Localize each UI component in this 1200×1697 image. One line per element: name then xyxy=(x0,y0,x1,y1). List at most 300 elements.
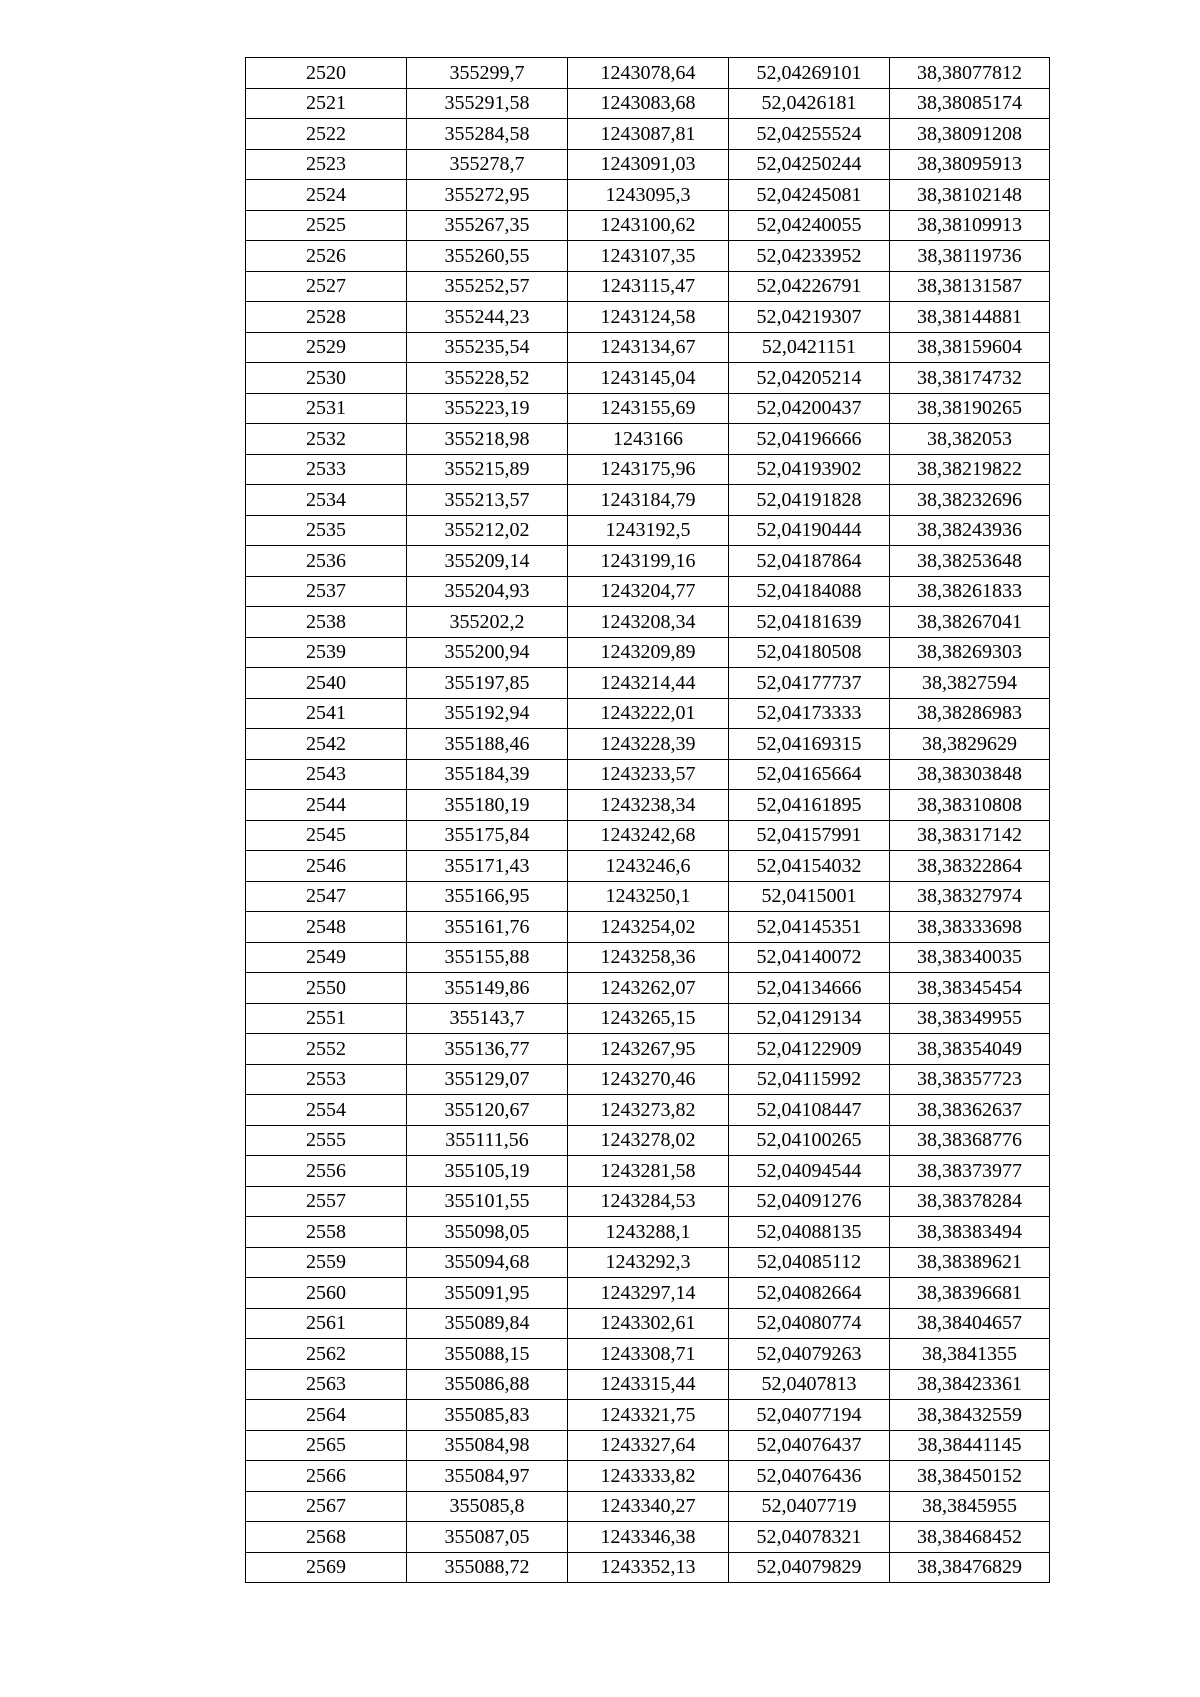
x-coordinate-cell: 355088,72 xyxy=(407,1552,568,1583)
point-number-cell: 2561 xyxy=(246,1308,407,1339)
latitude-cell: 52,04200437 xyxy=(729,393,890,424)
table-row xyxy=(246,851,1050,882)
longitude-cell: 38,38322864 xyxy=(890,851,1050,882)
x-coordinate-cell: 355098,05 xyxy=(407,1217,568,1248)
y-coordinate-cell: 1243184,79 xyxy=(568,485,729,516)
point-number-cell: 2558 xyxy=(246,1217,407,1248)
table-row xyxy=(246,1430,1050,1461)
x-coordinate-cell: 355213,57 xyxy=(407,485,568,516)
longitude-cell: 38,38303848 xyxy=(890,759,1050,790)
table-row xyxy=(246,515,1050,546)
point-number-cell: 2549 xyxy=(246,942,407,973)
table-row xyxy=(246,1278,1050,1309)
y-coordinate-cell: 1243308,71 xyxy=(568,1339,729,1370)
longitude-cell: 38,38378284 xyxy=(890,1186,1050,1217)
longitude-cell: 38,38345454 xyxy=(890,973,1050,1004)
y-coordinate-cell: 1243281,58 xyxy=(568,1156,729,1187)
longitude-cell: 38,38404657 xyxy=(890,1308,1050,1339)
x-coordinate-cell: 355136,77 xyxy=(407,1034,568,1065)
y-coordinate-cell: 1243246,6 xyxy=(568,851,729,882)
point-number-cell: 2568 xyxy=(246,1522,407,1553)
y-coordinate-cell: 1243292,3 xyxy=(568,1247,729,1278)
point-number-cell: 2550 xyxy=(246,973,407,1004)
point-number-cell: 2567 xyxy=(246,1491,407,1522)
y-coordinate-cell: 1243233,57 xyxy=(568,759,729,790)
y-coordinate-cell: 1243346,38 xyxy=(568,1522,729,1553)
point-number-cell: 2546 xyxy=(246,851,407,882)
latitude-cell: 52,04233952 xyxy=(729,241,890,272)
y-coordinate-cell: 1243238,34 xyxy=(568,790,729,821)
x-coordinate-cell: 355149,86 xyxy=(407,973,568,1004)
point-number-cell: 2552 xyxy=(246,1034,407,1065)
point-number-cell: 2539 xyxy=(246,637,407,668)
point-number-cell: 2555 xyxy=(246,1125,407,1156)
longitude-cell: 38,38174732 xyxy=(890,363,1050,394)
longitude-cell: 38,38441145 xyxy=(890,1430,1050,1461)
longitude-cell: 38,38144881 xyxy=(890,302,1050,333)
longitude-cell: 38,38091208 xyxy=(890,119,1050,150)
latitude-cell: 52,04079829 xyxy=(729,1552,890,1583)
table-row xyxy=(246,1186,1050,1217)
y-coordinate-cell: 1243222,01 xyxy=(568,698,729,729)
latitude-cell: 52,04191828 xyxy=(729,485,890,516)
table-row xyxy=(246,58,1050,89)
y-coordinate-cell: 1243095,3 xyxy=(568,180,729,211)
y-coordinate-cell: 1243145,04 xyxy=(568,363,729,394)
latitude-cell: 52,04115992 xyxy=(729,1064,890,1095)
x-coordinate-cell: 355171,43 xyxy=(407,851,568,882)
x-coordinate-cell: 355091,95 xyxy=(407,1278,568,1309)
longitude-cell: 38,38085174 xyxy=(890,88,1050,119)
y-coordinate-cell: 1243333,82 xyxy=(568,1461,729,1492)
latitude-cell: 52,04180508 xyxy=(729,637,890,668)
x-coordinate-cell: 355084,98 xyxy=(407,1430,568,1461)
x-coordinate-cell: 355197,85 xyxy=(407,668,568,699)
longitude-cell: 38,38476829 xyxy=(890,1552,1050,1583)
y-coordinate-cell: 1243087,81 xyxy=(568,119,729,150)
x-coordinate-cell: 355202,2 xyxy=(407,607,568,638)
point-number-cell: 2520 xyxy=(246,58,407,89)
point-number-cell: 2538 xyxy=(246,607,407,638)
y-coordinate-cell: 1243321,75 xyxy=(568,1400,729,1431)
table-row xyxy=(246,302,1050,333)
point-number-cell: 2564 xyxy=(246,1400,407,1431)
point-number-cell: 2534 xyxy=(246,485,407,516)
longitude-cell: 38,38267041 xyxy=(890,607,1050,638)
table-row xyxy=(246,607,1050,638)
point-number-cell: 2530 xyxy=(246,363,407,394)
table-row xyxy=(246,881,1050,912)
longitude-cell: 38,38333698 xyxy=(890,912,1050,943)
table-row xyxy=(246,637,1050,668)
y-coordinate-cell: 1243297,14 xyxy=(568,1278,729,1309)
point-number-cell: 2565 xyxy=(246,1430,407,1461)
longitude-cell: 38,38317142 xyxy=(890,820,1050,851)
y-coordinate-cell: 1243134,67 xyxy=(568,332,729,363)
y-coordinate-cell: 1243078,64 xyxy=(568,58,729,89)
point-number-cell: 2532 xyxy=(246,424,407,455)
latitude-cell: 52,04190444 xyxy=(729,515,890,546)
x-coordinate-cell: 355218,98 xyxy=(407,424,568,455)
point-number-cell: 2559 xyxy=(246,1247,407,1278)
point-number-cell: 2543 xyxy=(246,759,407,790)
table-row xyxy=(246,88,1050,119)
longitude-cell: 38,38253648 xyxy=(890,546,1050,577)
point-number-cell: 2547 xyxy=(246,881,407,912)
latitude-cell: 52,04161895 xyxy=(729,790,890,821)
y-coordinate-cell: 1243214,44 xyxy=(568,668,729,699)
y-coordinate-cell: 1243228,39 xyxy=(568,729,729,760)
longitude-cell: 38,38373977 xyxy=(890,1156,1050,1187)
x-coordinate-cell: 355105,19 xyxy=(407,1156,568,1187)
x-coordinate-cell: 355209,14 xyxy=(407,546,568,577)
x-coordinate-cell: 355175,84 xyxy=(407,820,568,851)
table-row xyxy=(246,1247,1050,1278)
x-coordinate-cell: 355291,58 xyxy=(407,88,568,119)
x-coordinate-cell: 355166,95 xyxy=(407,881,568,912)
y-coordinate-cell: 1243124,58 xyxy=(568,302,729,333)
x-coordinate-cell: 355299,7 xyxy=(407,58,568,89)
x-coordinate-cell: 355111,56 xyxy=(407,1125,568,1156)
point-number-cell: 2542 xyxy=(246,729,407,760)
point-number-cell: 2554 xyxy=(246,1095,407,1126)
point-number-cell: 2557 xyxy=(246,1186,407,1217)
y-coordinate-cell: 1243091,03 xyxy=(568,149,729,180)
table-row xyxy=(246,576,1050,607)
x-coordinate-cell: 355094,68 xyxy=(407,1247,568,1278)
longitude-cell: 38,3841355 xyxy=(890,1339,1050,1370)
table-row xyxy=(246,149,1050,180)
point-number-cell: 2526 xyxy=(246,241,407,272)
latitude-cell: 52,04250244 xyxy=(729,149,890,180)
table-row xyxy=(246,1552,1050,1583)
latitude-cell: 52,04196666 xyxy=(729,424,890,455)
point-number-cell: 2548 xyxy=(246,912,407,943)
longitude-cell: 38,38327974 xyxy=(890,881,1050,912)
table-row xyxy=(246,1156,1050,1187)
latitude-cell: 52,04076436 xyxy=(729,1461,890,1492)
point-number-cell: 2541 xyxy=(246,698,407,729)
latitude-cell: 52,04080774 xyxy=(729,1308,890,1339)
longitude-cell: 38,38357723 xyxy=(890,1064,1050,1095)
y-coordinate-cell: 1243155,69 xyxy=(568,393,729,424)
table-row xyxy=(246,363,1050,394)
latitude-cell: 52,04173333 xyxy=(729,698,890,729)
longitude-cell: 38,38269303 xyxy=(890,637,1050,668)
table-row xyxy=(246,454,1050,485)
y-coordinate-cell: 1243288,1 xyxy=(568,1217,729,1248)
y-coordinate-cell: 1243250,1 xyxy=(568,881,729,912)
latitude-cell: 52,04219307 xyxy=(729,302,890,333)
coordinates-table xyxy=(245,57,1050,1583)
longitude-cell: 38,3827594 xyxy=(890,668,1050,699)
longitude-cell: 38,38243936 xyxy=(890,515,1050,546)
longitude-cell: 38,38432559 xyxy=(890,1400,1050,1431)
point-number-cell: 2560 xyxy=(246,1278,407,1309)
y-coordinate-cell: 1243284,53 xyxy=(568,1186,729,1217)
latitude-cell: 52,04140072 xyxy=(729,942,890,973)
x-coordinate-cell: 355086,88 xyxy=(407,1369,568,1400)
latitude-cell: 52,04245081 xyxy=(729,180,890,211)
x-coordinate-cell: 355084,97 xyxy=(407,1461,568,1492)
longitude-cell: 38,38286983 xyxy=(890,698,1050,729)
table-row xyxy=(246,271,1050,302)
x-coordinate-cell: 355085,8 xyxy=(407,1491,568,1522)
table-row xyxy=(246,1125,1050,1156)
y-coordinate-cell: 1243265,15 xyxy=(568,1003,729,1034)
table-row xyxy=(246,393,1050,424)
table-row xyxy=(246,1491,1050,1522)
point-number-cell: 2529 xyxy=(246,332,407,363)
latitude-cell: 52,04157991 xyxy=(729,820,890,851)
point-number-cell: 2556 xyxy=(246,1156,407,1187)
table-row xyxy=(246,820,1050,851)
y-coordinate-cell: 1243327,64 xyxy=(568,1430,729,1461)
longitude-cell: 38,38450152 xyxy=(890,1461,1050,1492)
latitude-cell: 52,04100265 xyxy=(729,1125,890,1156)
table-row xyxy=(246,1400,1050,1431)
point-number-cell: 2531 xyxy=(246,393,407,424)
longitude-cell: 38,38362637 xyxy=(890,1095,1050,1126)
table-row xyxy=(246,1095,1050,1126)
x-coordinate-cell: 355252,57 xyxy=(407,271,568,302)
x-coordinate-cell: 355188,46 xyxy=(407,729,568,760)
latitude-cell: 52,0415001 xyxy=(729,881,890,912)
latitude-cell: 52,04082664 xyxy=(729,1278,890,1309)
y-coordinate-cell: 1243340,27 xyxy=(568,1491,729,1522)
longitude-cell: 38,38349955 xyxy=(890,1003,1050,1034)
latitude-cell: 52,04079263 xyxy=(729,1339,890,1370)
point-number-cell: 2535 xyxy=(246,515,407,546)
point-number-cell: 2569 xyxy=(246,1552,407,1583)
latitude-cell: 52,04165664 xyxy=(729,759,890,790)
point-number-cell: 2566 xyxy=(246,1461,407,1492)
longitude-cell: 38,382053 xyxy=(890,424,1050,455)
x-coordinate-cell: 355155,88 xyxy=(407,942,568,973)
table-row xyxy=(246,1217,1050,1248)
longitude-cell: 38,38468452 xyxy=(890,1522,1050,1553)
longitude-cell: 38,38383494 xyxy=(890,1217,1050,1248)
latitude-cell: 52,04177737 xyxy=(729,668,890,699)
x-coordinate-cell: 355244,23 xyxy=(407,302,568,333)
longitude-cell: 38,38389621 xyxy=(890,1247,1050,1278)
latitude-cell: 52,04169315 xyxy=(729,729,890,760)
x-coordinate-cell: 355267,35 xyxy=(407,210,568,241)
x-coordinate-cell: 355192,94 xyxy=(407,698,568,729)
x-coordinate-cell: 355180,19 xyxy=(407,790,568,821)
x-coordinate-cell: 355212,02 xyxy=(407,515,568,546)
latitude-cell: 52,04078321 xyxy=(729,1522,890,1553)
x-coordinate-cell: 355215,89 xyxy=(407,454,568,485)
x-coordinate-cell: 355088,15 xyxy=(407,1339,568,1370)
y-coordinate-cell: 1243100,62 xyxy=(568,210,729,241)
latitude-cell: 52,0426181 xyxy=(729,88,890,119)
point-number-cell: 2536 xyxy=(246,546,407,577)
latitude-cell: 52,04255524 xyxy=(729,119,890,150)
table-row xyxy=(246,1034,1050,1065)
point-number-cell: 2563 xyxy=(246,1369,407,1400)
latitude-cell: 52,04187864 xyxy=(729,546,890,577)
table-row xyxy=(246,1461,1050,1492)
y-coordinate-cell: 1243302,61 xyxy=(568,1308,729,1339)
x-coordinate-cell: 355223,19 xyxy=(407,393,568,424)
table-row xyxy=(246,942,1050,973)
longitude-cell: 38,38131587 xyxy=(890,271,1050,302)
latitude-cell: 52,04134666 xyxy=(729,973,890,1004)
y-coordinate-cell: 1243192,5 xyxy=(568,515,729,546)
latitude-cell: 52,04077194 xyxy=(729,1400,890,1431)
longitude-cell: 38,38119736 xyxy=(890,241,1050,272)
table-row xyxy=(246,912,1050,943)
y-coordinate-cell: 1243208,34 xyxy=(568,607,729,638)
longitude-cell: 38,3829629 xyxy=(890,729,1050,760)
x-coordinate-cell: 355260,55 xyxy=(407,241,568,272)
x-coordinate-cell: 355235,54 xyxy=(407,332,568,363)
latitude-cell: 52,0407719 xyxy=(729,1491,890,1522)
y-coordinate-cell: 1243083,68 xyxy=(568,88,729,119)
table-row xyxy=(246,119,1050,150)
longitude-cell: 38,38109913 xyxy=(890,210,1050,241)
table-body xyxy=(246,58,1050,1583)
table-row xyxy=(246,1522,1050,1553)
longitude-cell: 38,38190265 xyxy=(890,393,1050,424)
table-row xyxy=(246,332,1050,363)
point-number-cell: 2551 xyxy=(246,1003,407,1034)
table-row xyxy=(246,698,1050,729)
point-number-cell: 2533 xyxy=(246,454,407,485)
latitude-cell: 52,04145351 xyxy=(729,912,890,943)
longitude-cell: 38,38159604 xyxy=(890,332,1050,363)
y-coordinate-cell: 1243270,46 xyxy=(568,1064,729,1095)
x-coordinate-cell: 355161,76 xyxy=(407,912,568,943)
table-row xyxy=(246,1003,1050,1034)
latitude-cell: 52,04205214 xyxy=(729,363,890,394)
table-row xyxy=(246,485,1050,516)
point-number-cell: 2537 xyxy=(246,576,407,607)
y-coordinate-cell: 1243352,13 xyxy=(568,1552,729,1583)
point-number-cell: 2521 xyxy=(246,88,407,119)
point-number-cell: 2525 xyxy=(246,210,407,241)
y-coordinate-cell: 1243315,44 xyxy=(568,1369,729,1400)
latitude-cell: 52,04088135 xyxy=(729,1217,890,1248)
longitude-cell: 38,38219822 xyxy=(890,454,1050,485)
y-coordinate-cell: 1243278,02 xyxy=(568,1125,729,1156)
y-coordinate-cell: 1243166 xyxy=(568,424,729,455)
y-coordinate-cell: 1243267,95 xyxy=(568,1034,729,1065)
y-coordinate-cell: 1243107,35 xyxy=(568,241,729,272)
point-number-cell: 2545 xyxy=(246,820,407,851)
point-number-cell: 2562 xyxy=(246,1339,407,1370)
latitude-cell: 52,04269101 xyxy=(729,58,890,89)
y-coordinate-cell: 1243242,68 xyxy=(568,820,729,851)
x-coordinate-cell: 355272,95 xyxy=(407,180,568,211)
point-number-cell: 2523 xyxy=(246,149,407,180)
latitude-cell: 52,04108447 xyxy=(729,1095,890,1126)
table-row xyxy=(246,973,1050,1004)
x-coordinate-cell: 355120,67 xyxy=(407,1095,568,1126)
x-coordinate-cell: 355228,52 xyxy=(407,363,568,394)
latitude-cell: 52,04226791 xyxy=(729,271,890,302)
latitude-cell: 52,04085112 xyxy=(729,1247,890,1278)
latitude-cell: 52,0421151 xyxy=(729,332,890,363)
y-coordinate-cell: 1243199,16 xyxy=(568,546,729,577)
table-row xyxy=(246,790,1050,821)
longitude-cell: 38,38102148 xyxy=(890,180,1050,211)
longitude-cell: 38,38095913 xyxy=(890,149,1050,180)
x-coordinate-cell: 355278,7 xyxy=(407,149,568,180)
y-coordinate-cell: 1243209,89 xyxy=(568,637,729,668)
y-coordinate-cell: 1243254,02 xyxy=(568,912,729,943)
latitude-cell: 52,04193902 xyxy=(729,454,890,485)
y-coordinate-cell: 1243258,36 xyxy=(568,942,729,973)
x-coordinate-cell: 355129,07 xyxy=(407,1064,568,1095)
table-row xyxy=(246,546,1050,577)
point-number-cell: 2553 xyxy=(246,1064,407,1095)
table-row xyxy=(246,210,1050,241)
table-row xyxy=(246,1339,1050,1370)
longitude-cell: 38,38368776 xyxy=(890,1125,1050,1156)
table-row xyxy=(246,1369,1050,1400)
x-coordinate-cell: 355143,7 xyxy=(407,1003,568,1034)
y-coordinate-cell: 1243175,96 xyxy=(568,454,729,485)
table-row xyxy=(246,1308,1050,1339)
table-row xyxy=(246,729,1050,760)
longitude-cell: 38,38261833 xyxy=(890,576,1050,607)
longitude-cell: 38,38396681 xyxy=(890,1278,1050,1309)
table-row xyxy=(246,759,1050,790)
table-row xyxy=(246,424,1050,455)
y-coordinate-cell: 1243273,82 xyxy=(568,1095,729,1126)
table-row xyxy=(246,1064,1050,1095)
point-number-cell: 2544 xyxy=(246,790,407,821)
point-number-cell: 2527 xyxy=(246,271,407,302)
latitude-cell: 52,04122909 xyxy=(729,1034,890,1065)
latitude-cell: 52,04076437 xyxy=(729,1430,890,1461)
longitude-cell: 38,38310808 xyxy=(890,790,1050,821)
longitude-cell: 38,38423361 xyxy=(890,1369,1050,1400)
x-coordinate-cell: 355089,84 xyxy=(407,1308,568,1339)
latitude-cell: 52,04240055 xyxy=(729,210,890,241)
table-row xyxy=(246,668,1050,699)
latitude-cell: 52,0407813 xyxy=(729,1369,890,1400)
latitude-cell: 52,04094544 xyxy=(729,1156,890,1187)
longitude-cell: 38,38354049 xyxy=(890,1034,1050,1065)
x-coordinate-cell: 355101,55 xyxy=(407,1186,568,1217)
x-coordinate-cell: 355204,93 xyxy=(407,576,568,607)
y-coordinate-cell: 1243115,47 xyxy=(568,271,729,302)
latitude-cell: 52,04181639 xyxy=(729,607,890,638)
longitude-cell: 38,3845955 xyxy=(890,1491,1050,1522)
point-number-cell: 2528 xyxy=(246,302,407,333)
table-row xyxy=(246,180,1050,211)
y-coordinate-cell: 1243262,07 xyxy=(568,973,729,1004)
table-row xyxy=(246,241,1050,272)
longitude-cell: 38,38340035 xyxy=(890,942,1050,973)
latitude-cell: 52,04184088 xyxy=(729,576,890,607)
x-coordinate-cell: 355284,58 xyxy=(407,119,568,150)
x-coordinate-cell: 355200,94 xyxy=(407,637,568,668)
point-number-cell: 2522 xyxy=(246,119,407,150)
longitude-cell: 38,38232696 xyxy=(890,485,1050,516)
longitude-cell: 38,38077812 xyxy=(890,58,1050,89)
point-number-cell: 2524 xyxy=(246,180,407,211)
latitude-cell: 52,04091276 xyxy=(729,1186,890,1217)
x-coordinate-cell: 355184,39 xyxy=(407,759,568,790)
x-coordinate-cell: 355087,05 xyxy=(407,1522,568,1553)
latitude-cell: 52,04154032 xyxy=(729,851,890,882)
latitude-cell: 52,04129134 xyxy=(729,1003,890,1034)
x-coordinate-cell: 355085,83 xyxy=(407,1400,568,1431)
